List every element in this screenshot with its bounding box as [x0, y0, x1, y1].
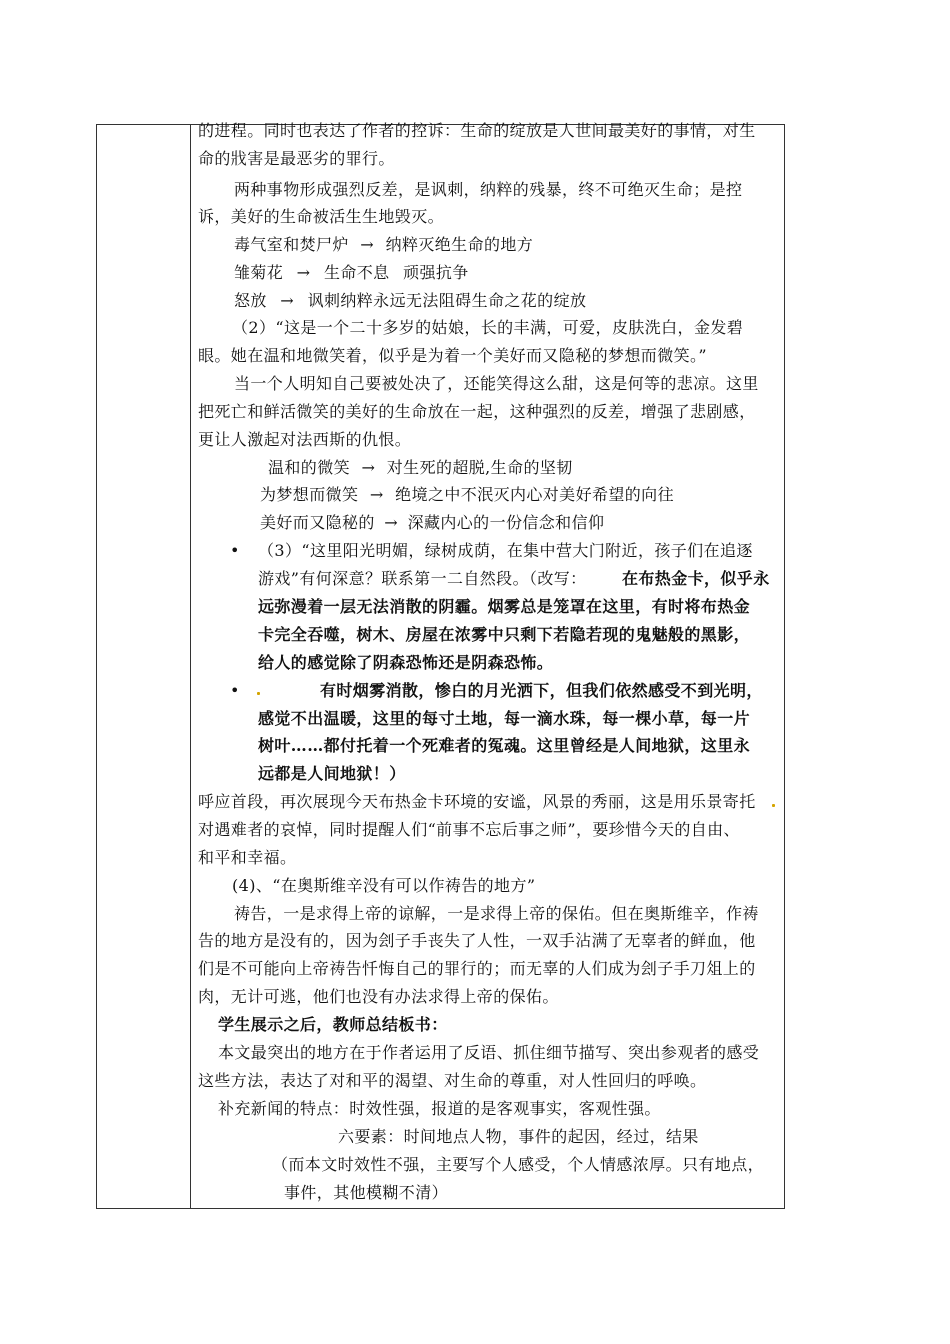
text-line-bold: 远都是人间地狱！）: [258, 764, 406, 783]
text-line: 补充新闻的特点：时效性强，报道的是客观事实，客观性强。: [218, 1099, 661, 1118]
list-bullet: •: [230, 681, 240, 700]
text-line: 两种事物形成强烈反差，是讽刺，纳粹的残暴，终不可绝灭生命；是控: [234, 180, 743, 199]
text-line: 为梦想而微笑 → 绝境之中不泯灭内心对美好希望的向往: [260, 485, 674, 504]
text-line: 温和的微笑 → 对生死的超脱,生命的坚韧: [268, 458, 573, 477]
text-line-bold: 卡完全吞噬，树木、房屋在浓雾中只剩下若隐若现的鬼魅般的黑影，: [258, 625, 751, 644]
text-line: 这些方法，表达了对和平的渴望、对生命的尊重，对人性回归的呼唤。: [198, 1071, 707, 1090]
text-line: 呼应首段，再次展现今天布热金卡环境的安谧，风景的秀丽，这是用乐景寄托: [198, 792, 756, 811]
text-line-bold: 远弥漫着一层无法消散的阴霾。烟雾总是笼罩在这里，有时将布热金: [258, 597, 751, 616]
text-line: 告的地方是没有的，因为刽子手丧失了人性，一双手沾满了无辜者的鲜血，他: [198, 931, 756, 950]
text-line: （3）“这里阳光明媚，绿树成荫，在集中营大门附近，孩子们在追逐: [258, 541, 753, 560]
text-line-bold: 感觉不出温暖，这里的每寸土地，每一滴水珠，每一棵小草，每一片: [258, 709, 751, 728]
text-line: 本文最突出的地方在于作者运用了反语、抓住细节描写、突出参观者的感受: [218, 1043, 760, 1062]
text-line-bold: 在布热金卡，似乎永: [622, 569, 770, 588]
text-line: 们是不可能向上帝祷告忏悔自己的罪行的；而无辜的人们成为刽子手刀俎上的: [198, 959, 756, 978]
text-line: (4)、“在奥斯维辛没有可以作祷告的地方”: [232, 876, 536, 895]
text-line: 诉，美好的生命被活生生地毁灭。: [198, 207, 445, 226]
section-heading: 学生展示之后，教师总结板书：: [218, 1015, 448, 1034]
text-line: 美好而又隐秘的 → 深藏内心的一份信念和信仰: [260, 513, 605, 532]
text-line: 事件，其他模糊不清）: [284, 1183, 449, 1202]
text-line: 眼。她在温和地微笑着，似乎是为着一个美好而又隐秘的梦想而微笑。”: [198, 346, 707, 365]
text-line: 肉，无计可逃，他们也没有办法求得上帝的保佑。: [198, 987, 559, 1006]
list-bullet: •: [230, 541, 240, 560]
text-line: 把死亡和鲜活微笑的美好的生命放在一起，这种强烈的反差，增强了悲剧感，: [198, 402, 756, 421]
text-line: （而本文时效性不强，主要写个人感受，个人情感浓厚。只有地点，: [272, 1155, 765, 1174]
text-line: 怒放 → 讽刺纳粹永远无法阻碍生命之花的绽放: [234, 291, 587, 310]
text-line: 更让人激起对法西斯的仇恨。: [198, 430, 412, 449]
text-line: 对遇难者的哀悼，同时提醒人们“前事不忘后事之师”，要珍惜今天的自由、: [198, 820, 740, 839]
text-line-bold: 树叶……都付托着一个死难者的冤魂。这里曾经是人间地狱，这里永: [258, 736, 751, 755]
text-line: （2）“这是一个二十多岁的姑娘，长的丰满，可爱，皮肤洗白，金发碧: [232, 318, 744, 337]
text-line-bold: 有时烟雾消散，惨白的月光洒下，但我们依然感受不到光明，: [320, 681, 763, 700]
text-line: 六要素：时间地点人物，事件的起因，经过，结果: [338, 1127, 699, 1146]
text-line: 和平和幸福。: [198, 848, 297, 867]
text-line: 的进程。同时也表达了作者的控诉：生命的绽放是人世间最美好的事情，对生: [198, 121, 756, 140]
edit-mark: [257, 692, 260, 695]
text-line: 游戏”有何深意？联系第一二自然段。（改写：: [258, 569, 587, 588]
edit-mark: [772, 804, 775, 807]
text-line: 命的戕害是最恶劣的罪行。: [198, 149, 395, 168]
text-line: 雏菊花 → 生命不息 顽强抗争: [234, 263, 469, 282]
column-divider: [190, 124, 191, 1209]
text-line: 毒气室和焚尸炉 → 纳粹灭绝生命的地方: [234, 235, 534, 254]
text-line: 当一个人明知自己要被处决了，还能笑得这么甜，这是何等的悲凉。这里: [234, 374, 759, 393]
text-line: 祷告，一是求得上帝的谅解，一是求得上帝的保佑。但在奥斯维辛，作祷: [234, 904, 759, 923]
text-line-bold: 给人的感觉除了阴森恐怖还是阴森恐怖。: [258, 653, 554, 672]
